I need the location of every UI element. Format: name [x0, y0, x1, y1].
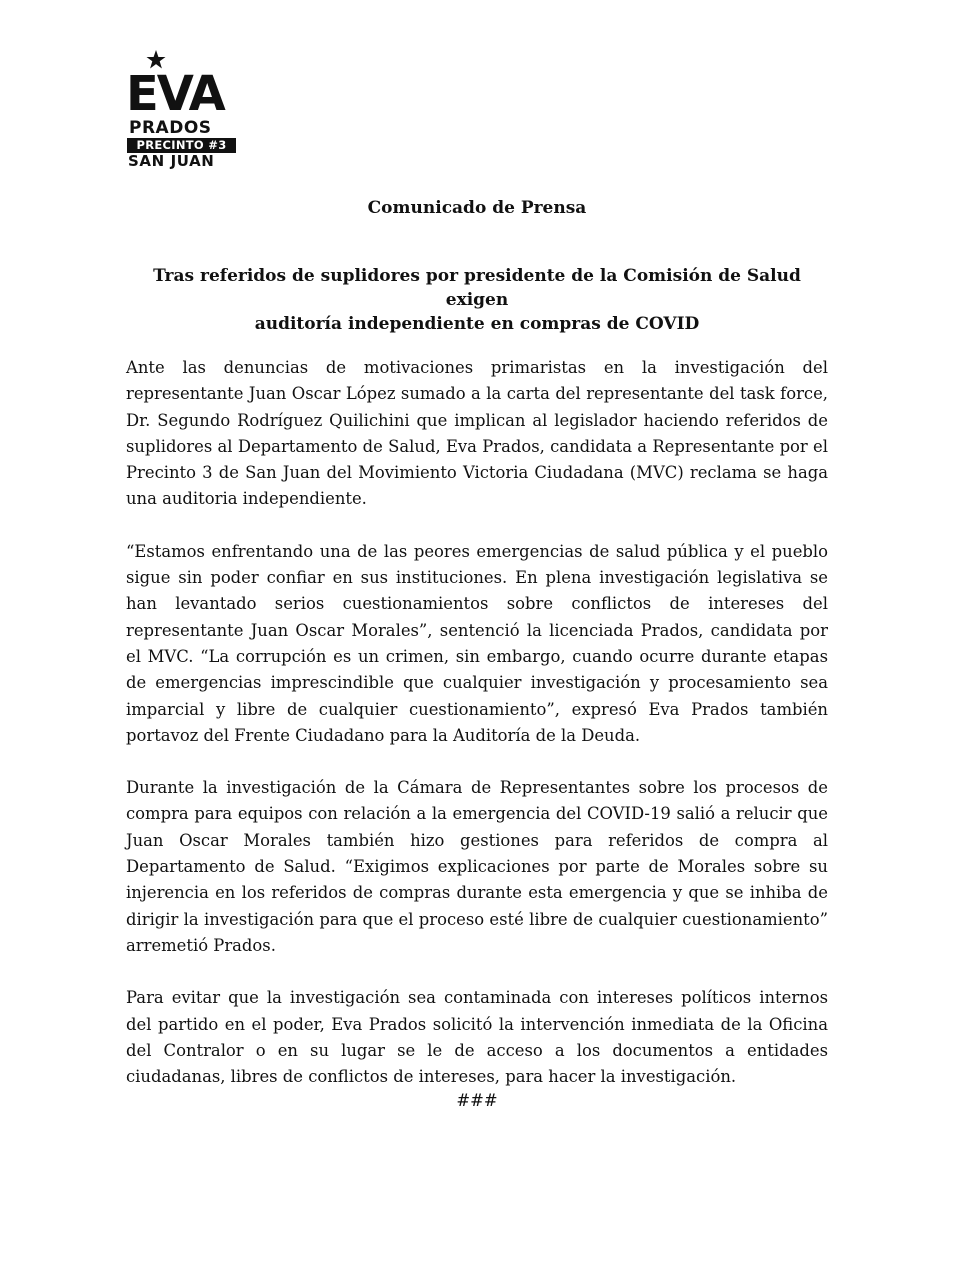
paragraph: Durante la investigación de la Cámara de Representantes sobre los procesos de compra para equipos con relación a la emergencia del COVID-19 salió a relucir que Juan Oscar Morales también hizo gestiones para referidos de compra al Departamento de Salud. “Exigimos explicaciones por parte de Morales sobre su injerencia en los referidos de compras durante esta emergencia y que se inhiba de dirigir la investigación para que el proceso esté libre de cualquier cuestionamiento” arremetió Prados.	[126, 778, 828, 955]
paragraph: “Estamos enfrentando una de las peores emergencias de salud pública y el pueblo sigue sin poder confiar en sus instituciones. En plena investigación legislativa se han levantado serios cuestionamientos sobre conflictos de intereses del representante Juan Oscar Morales”, sentenció la licenciada Prados, candidata por el MVC. “La corrupción es un crimen, sin embargo, cuando ocurre durante etapas de emergencias imprescindible que cualquier investigación y procesamiento sea imparcial y libre de cualquier cuestionamiento”, expresó Eva Prados también portavoz del Frente Ciudadano para la Auditoría de la Deuda.	[126, 541, 828, 745]
headline	[126, 264, 828, 336]
logo-city: SAN JUAN	[128, 152, 215, 170]
logo-surname: PRADOS	[129, 118, 212, 138]
document-type-title: Comunicado de Prensa	[367, 198, 587, 218]
paragraph: Ante las denuncias de motivaciones primaristas en la investigación del representante Juan Oscar López sumado a la carta del representante del task force, Dr. Segundo Rodríguez Quilichini que implican al legislador haciendo referidos de suplidores al Departamento de Salud, Eva Prados, candidata a Representante por el Precinto 3 de San Juan del Movimiento Victoria Ciudadana (MVC) reclama se haga una auditoria independiente.	[126, 358, 828, 509]
logo-name: EVA	[126, 66, 224, 122]
headline-line-2: auditoría independiente en compras de COVID	[254, 314, 700, 334]
paragraph: Para evitar que la investigación sea contaminada con intereses políticos internos del partido en el poder, Eva Prados solicitó la intervención inmediata de la Oficina del Contralor o en su lugar se le de acceso a los documentos a entidades ciudadanas, libres de conflictos de intereses, para hacer la investigación.	[126, 988, 828, 1087]
body-text	[126, 355, 828, 1112]
headline-line-1: Tras referidos de suplidores por presidente de la Comisión de Salud exigen	[153, 266, 801, 310]
end-mark: ###	[456, 1091, 498, 1111]
logo-precinct: PRECINTO #3	[127, 138, 236, 153]
campaign-logo	[126, 50, 238, 170]
